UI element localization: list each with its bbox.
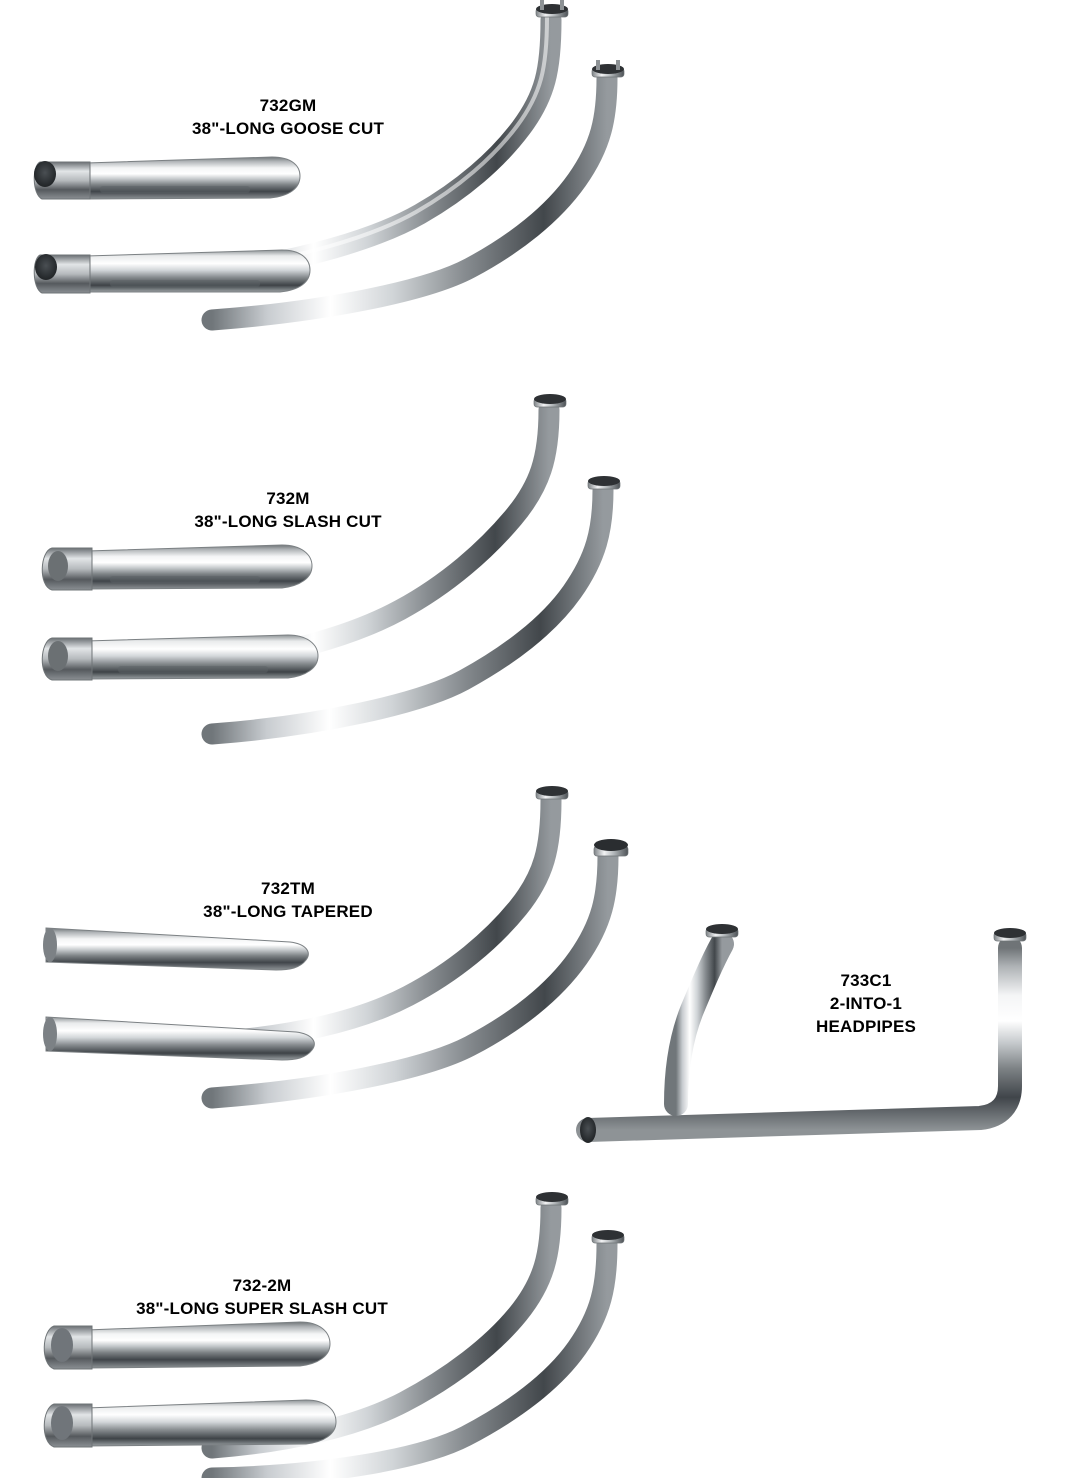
product-label-732tm xyxy=(203,878,373,924)
product-description-732gm: 38"-LONG GOOSE CUT xyxy=(191,118,385,138)
product-description-733c1-line2: HEADPIPES xyxy=(815,1016,917,1036)
exhaust-732m-illustration xyxy=(42,394,620,734)
product-code-733c1: 733C1 xyxy=(840,971,892,990)
exhaust-732-2m-illustration xyxy=(44,1192,624,1478)
product-description-732m: 38"-LONG SLASH CUT xyxy=(194,511,382,531)
product-code-732-2m: 732-2M xyxy=(232,1276,292,1295)
product-description-732tm: 38"-LONG TAPERED xyxy=(203,901,373,921)
product-label-732-2m xyxy=(136,1275,388,1321)
product-label-732m xyxy=(194,488,381,534)
product-label-733c1 xyxy=(816,970,916,1039)
headpipes-733c1-illustration xyxy=(580,924,1026,1143)
product-code-732gm: 732GM xyxy=(259,96,317,115)
product-description-732-2m: 38"-LONG SUPER SLASH CUT xyxy=(136,1298,388,1318)
product-code-732tm: 732TM xyxy=(261,879,315,898)
product-description-733c1-line1: 2-INTO-1 xyxy=(829,993,903,1013)
product-code-732m: 732M xyxy=(266,489,310,508)
exhaust-732gm-illustration xyxy=(34,0,624,320)
product-label-732gm xyxy=(192,95,384,141)
exhaust-732tm-illustration xyxy=(43,786,628,1098)
